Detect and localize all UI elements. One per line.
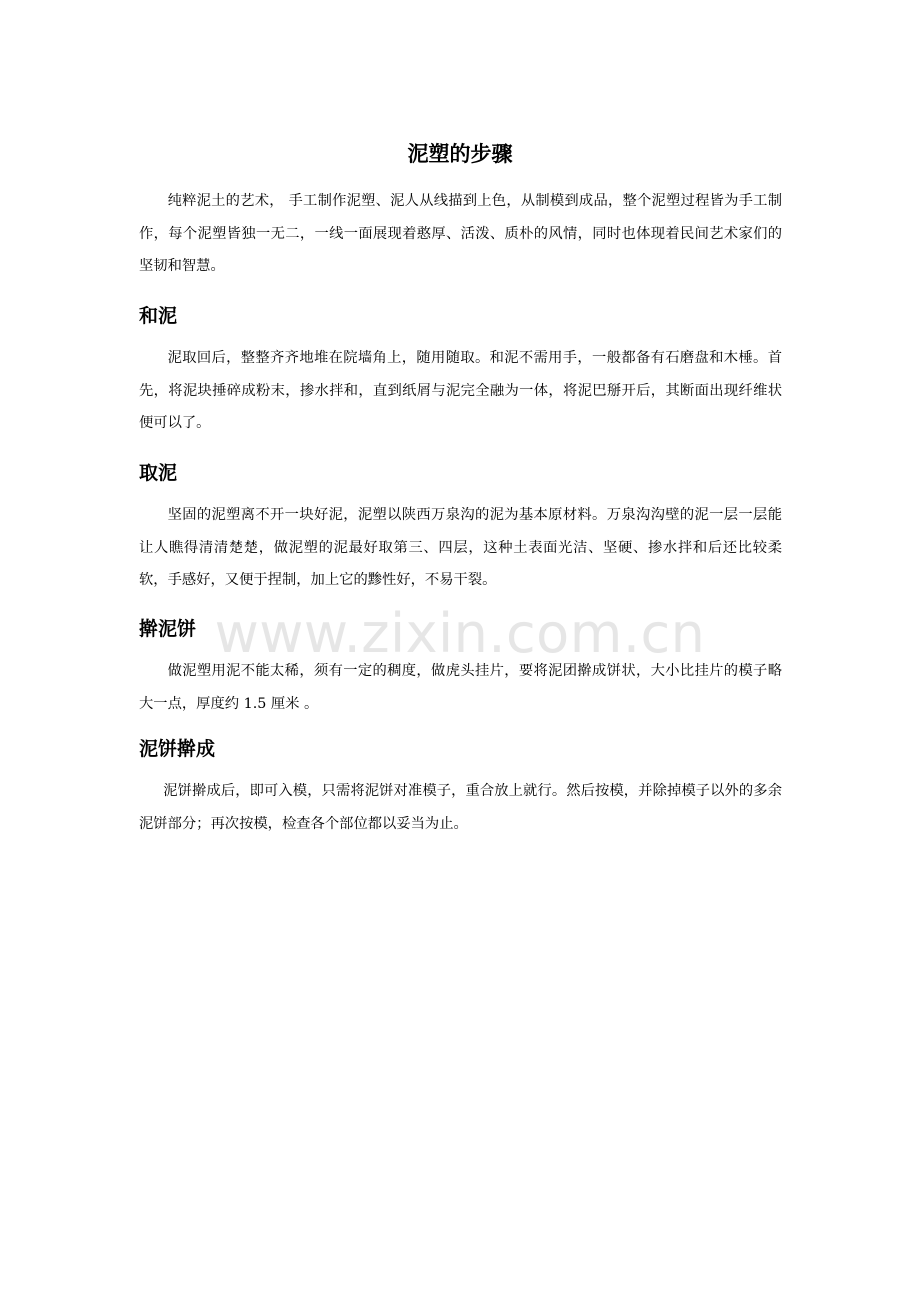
section-heading-ni-bing-gan-cheng: 泥饼擀成 xyxy=(139,738,216,760)
section-heading-quni: 取泥 xyxy=(139,462,178,484)
section-heading-hени: 和泥 xyxy=(139,305,178,327)
intro-paragraph: 纯粹泥土的艺术， 手工制作泥塑、泥人从线描到上色，从制模到成品，整个泥塑过程皆为手工制作，每个泥塑皆独一无二，一线一面展现着憨厚、活泼、质朴的风情，同时也体现着民间艺术家们的坚韧和智慧。 xyxy=(139,193,782,274)
section-body-ni-bing-gan-cheng: 泥饼擀成后，即可入模，只需将泥饼对准模子，重合放上就行。然后按模，并除掉模子以外的多余泥饼部分；再次按模，检查各个部位都以妥当为止。 xyxy=(139,783,782,832)
section-heading-gan-ni-bing: 擀泥饼 xyxy=(139,618,197,640)
document-title: 泥塑的步骤 xyxy=(407,142,513,166)
watermark-text: www.zixin.com.cn xyxy=(214,602,706,665)
section-body-quni: 坚固的泥塑离不开一块好泥，泥塑以陕西万泉沟的泥为基本原材料。万泉沟沟壁的泥一层一层能让人瞧得清清楚楚，做泥塑的泥最好取第三、四层，这种土表面光洁、坚硬、掺水拌和后还比较柔软，手感好，又便于捏制，加上它的黪性好，不易干裂。 xyxy=(139,507,782,588)
section-body-heni: 泥取回后，整整齐齐地堆在院墙角上，随用随取。和泥不需用手，一般都备有石磨盘和木棰。首先，将泥块捶碎成粉末，掺水拌和，直到纸屑与泥完全融为一体，将泥巴掰开后，其断面出现纤维状便可以了。 xyxy=(139,350,782,431)
section-body-gan-ni-bing: 做泥塑用泥不能太稀，须有一定的稠度，做虎头挂片，要将泥团擀成饼状，大小比挂片的模子略大一点，厚度约 1.5 厘米 。 xyxy=(139,663,782,712)
